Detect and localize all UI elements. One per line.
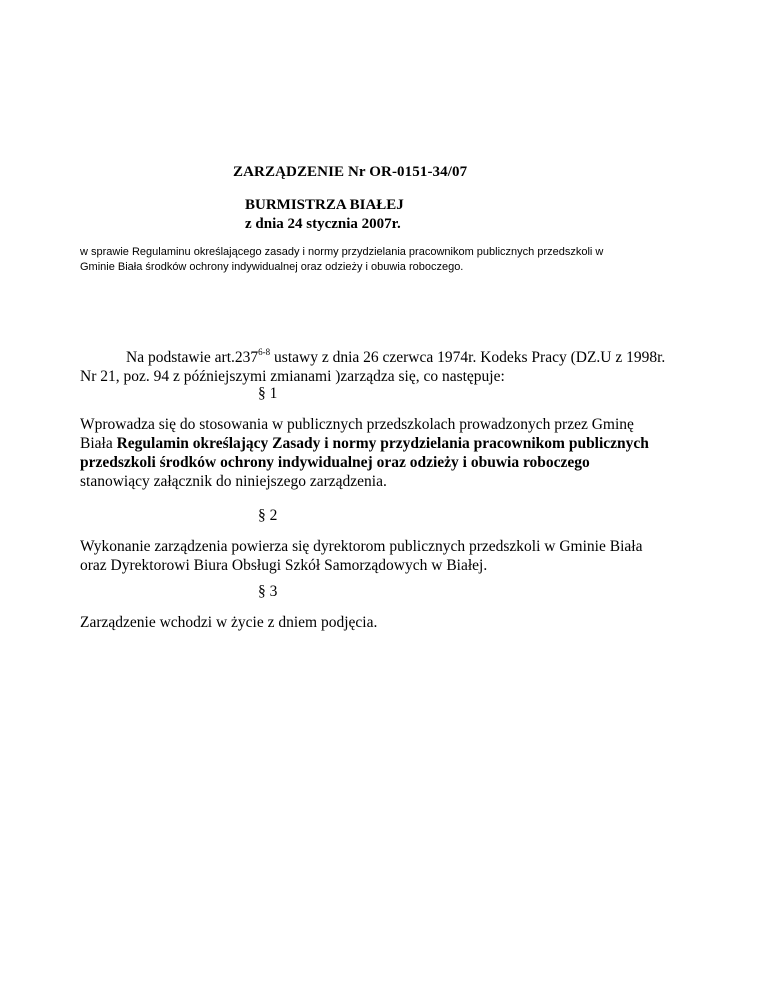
section-text: Biała — [80, 435, 117, 452]
legal-basis-line: Nr 21, poz. 94 z późniejszymi zmianami )zarządza się, co następuje: — [80, 368, 505, 385]
paragraph-mark-3: § 3 — [258, 583, 278, 600]
document-authority — [245, 196, 404, 234]
regulation-title: Regulamin określający Zasady i normy przydzielania pracownikom publicznych — [116, 435, 649, 452]
section-line — [80, 453, 649, 472]
document-title: ZARZĄDZENIE Nr OR-0151-34/07 — [233, 164, 468, 180]
section-line — [80, 434, 649, 453]
regulation-title: przedszkoli środków ochrony indywidualnej oraz odzieży i obuwia roboczego — [80, 454, 590, 471]
subject-line: Gminie Biała środków ochrony indywidualnej oraz odzieży i obuwia roboczego. — [80, 261, 464, 273]
section-line: stanowiący załącznik do niniejszego zarządzenia. — [80, 473, 387, 490]
authority-name: BURMISTRZA BIAŁEJ — [245, 197, 404, 213]
article-superscript: 6-8 — [258, 347, 271, 357]
paragraph-mark-1: § 1 — [258, 385, 278, 402]
section-line: Wprowadza się do stosowania w publicznych przedszkolach prowadzonych przez Gminę — [80, 416, 634, 433]
section-line: Zarządzenie wchodzi w życie z dniem podjęcia. — [80, 614, 378, 631]
document-subject — [80, 245, 603, 275]
section-line: oraz Dyrektorowi Biura Obsługi Szkół Samorządowych w Białej. — [80, 557, 488, 574]
document-date: z dnia 24 stycznia 2007r. — [245, 216, 401, 232]
section-3 — [80, 613, 377, 632]
section-line: Wykonanie zarządzenia powierza się dyrektorom publicznych przedszkoli w Gminie Biała — [80, 538, 643, 555]
legal-basis-line — [80, 348, 665, 367]
legal-basis — [80, 348, 665, 386]
legal-basis-text: Na podstawie art.237 — [126, 349, 259, 366]
legal-basis-text: ustawy z dnia 26 czerwca 1974r. Kodeks Pracy (DZ.U z 1998r. — [270, 349, 666, 366]
section-2 — [80, 537, 642, 575]
paragraph-mark-2: § 2 — [258, 507, 278, 524]
subject-line: w sprawie Regulaminu określającego zasady i normy przydzielania pracownikom publicznych przedszkoli w — [80, 246, 604, 258]
section-1 — [80, 415, 649, 491]
